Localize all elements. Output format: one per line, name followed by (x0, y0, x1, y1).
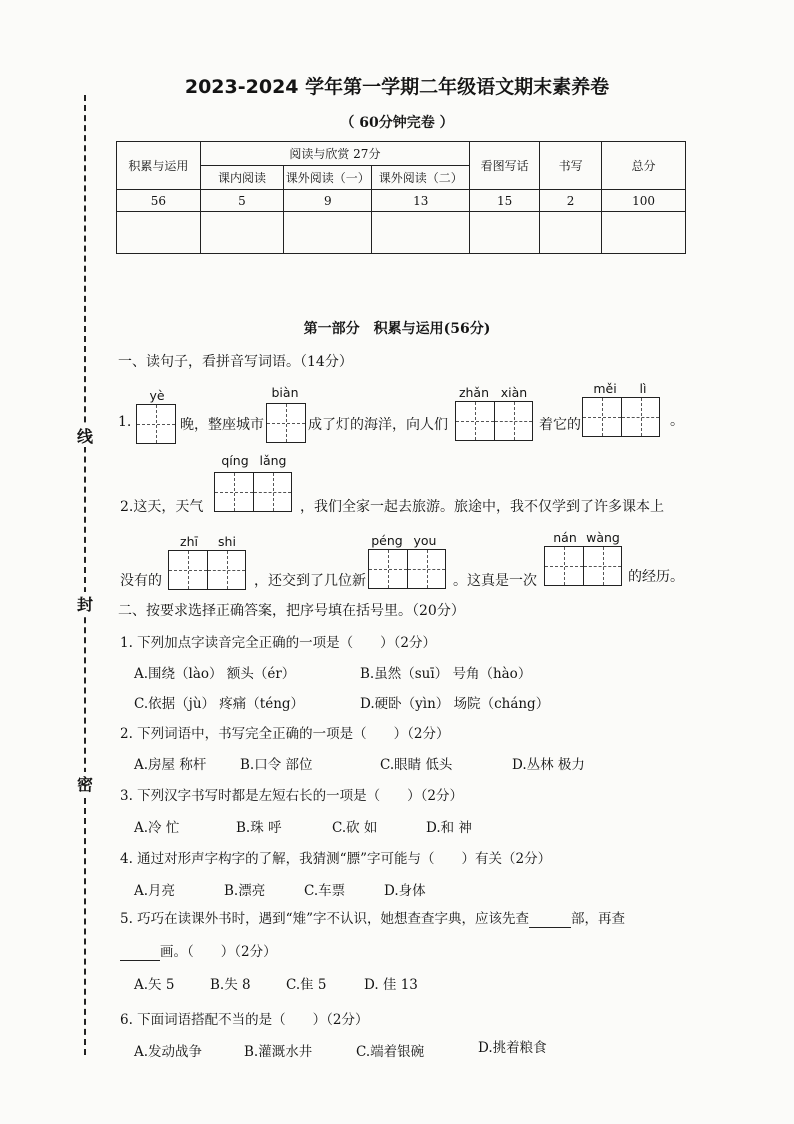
q2-item-5-cont (120, 940, 277, 961)
tianzige-answer-box[interactable] (368, 549, 446, 589)
q2-item-5 (120, 907, 625, 928)
q2-item-6: 6. 下面词语搭配不当的是（ ）（2分） (120, 1012, 369, 1028)
score-points-cell: 100 (602, 190, 686, 212)
q2-6-option-a[interactable]: A.发动战争 (134, 1044, 203, 1060)
q2-2-option-b[interactable]: B.口令 部位 (240, 757, 313, 773)
q2-4-option-a[interactable]: A.月亮 (134, 883, 176, 899)
q2-3-option-b[interactable]: B.珠 呼 (236, 820, 282, 836)
q1-line3-text: 没有的 (120, 573, 162, 589)
pinyin: péng (371, 533, 403, 548)
q2-5-text: 5. 巧巧在读课外书时，遇到“雉”字不认识，她想查查字典，应该先查 (120, 911, 529, 927)
q2-3-option-c[interactable]: C.砍 如 (332, 820, 378, 836)
tianzige-answer-box[interactable] (168, 550, 246, 590)
q2-4-option-c[interactable]: C.车票 (304, 883, 346, 899)
q1-line2-text: ，我们全家一起去旅游。旅途中，我不仅学到了许多课本上 (300, 499, 664, 515)
pinyin: lì (639, 381, 647, 396)
q2-1-option-b[interactable]: B.虽然（suī） 号角（hào） (360, 666, 532, 682)
pinyin: yè (149, 388, 165, 403)
q1-line3-text: ，还交到了几位新 (254, 573, 366, 589)
q2-4-option-b[interactable]: B.漂亮 (224, 883, 266, 899)
score-points-cell: 15 (470, 190, 540, 212)
q2-3-option-d[interactable]: D.和 神 (426, 820, 472, 836)
score-header-reading-out1: 课外阅读（一） (284, 166, 372, 190)
score-header-writing: 看图写话 (470, 142, 540, 190)
pinyin: zhī (180, 534, 198, 549)
q1-line1-text: 。 (670, 413, 684, 429)
score-fill-cell[interactable] (470, 212, 540, 254)
score-table (116, 141, 686, 254)
q2-title: 二、按要求选择正确答案，把序号填在括号里。（20分） (118, 603, 465, 619)
q2-4-option-d[interactable]: D.身体 (384, 883, 426, 899)
pinyin: zhǎn (458, 385, 490, 400)
pinyin: biàn (271, 385, 299, 400)
binding-char-feng: 封 (74, 592, 96, 615)
tianzige-answer-box[interactable] (582, 397, 660, 437)
score-fill-cell[interactable] (200, 212, 284, 254)
tianzige-answer-box[interactable] (214, 472, 292, 512)
q2-2-option-a[interactable]: A.房屋 称杆 (134, 757, 207, 773)
answer-blank[interactable] (529, 911, 571, 928)
binding-char-mi: 密 (74, 772, 96, 795)
q2-6-option-c[interactable]: C.端着银碗 (356, 1044, 425, 1060)
score-points-cell: 56 (117, 190, 201, 212)
q2-item-2: 2. 下列词语中，书写完全正确的一项是（ ）（2分） (120, 726, 450, 742)
part1-heading: 第一部分 积累与运用(56分) (303, 321, 491, 337)
q2-6-option-b[interactable]: B.灌溉水井 (244, 1044, 313, 1060)
pinyin: nán (553, 530, 577, 545)
score-header-total: 总分 (602, 142, 686, 190)
q2-item-1: 1. 下列加点字读音完全正确的一项是（ ）（2分） (120, 635, 437, 651)
score-fill-cell[interactable] (602, 212, 686, 254)
q2-2-option-c[interactable]: C.眼睛 低头 (380, 757, 453, 773)
q2-1-option-c[interactable]: C.依据（jù） 疼痛（téng） (134, 696, 305, 712)
q2-5-text: 画。（ ）（2分） (160, 944, 277, 960)
score-header-reading-out2: 课外阅读（二） (372, 166, 470, 190)
page-subtitle: （ 60分钟完卷 ） (340, 115, 454, 131)
tianzige-answer-box[interactable] (455, 401, 533, 441)
answer-blank[interactable] (120, 944, 160, 961)
q1-line3-text: 。这真是一次 (453, 573, 537, 589)
q2-5-option-b[interactable]: B.失 8 (210, 977, 251, 993)
q2-5-option-c[interactable]: C.隹 5 (286, 977, 327, 993)
score-points-cell: 9 (284, 190, 372, 212)
tianzige-answer-box[interactable] (544, 546, 622, 586)
q2-item-3: 3. 下列汉字书写时都是左短右长的一项是（ ）（2分） (120, 788, 464, 804)
score-fill-cell[interactable] (372, 212, 470, 254)
pinyin: you (413, 533, 437, 548)
q1-line1-text: 成了灯的海洋，向人们 (308, 417, 448, 433)
score-header-accumulation: 积累与运用 (117, 142, 201, 190)
q2-3-option-a[interactable]: A.冷 忙 (134, 820, 180, 836)
q1-line2-text: 2.这天，天气 (120, 499, 204, 515)
q2-item-4: 4. 通过对形声字构字的了解，我猜测“膘”字可能与（ ）有关（2分） (120, 851, 552, 867)
page-title: 2023-2024 学年第一学期二年级语文期末素养卷 (184, 76, 610, 98)
binding-line (84, 95, 86, 1055)
pinyin: shi (218, 534, 236, 549)
q2-5-option-d[interactable]: D. 佳 13 (364, 977, 418, 993)
score-header-reading-in: 课内阅读 (200, 166, 284, 190)
score-points-cell: 13 (372, 190, 470, 212)
q2-5-option-a[interactable]: A.矢 5 (134, 977, 175, 993)
binding-char-xian: 线 (74, 424, 96, 447)
q2-1-option-d[interactable]: D.硬卧（yìn） 场院（cháng） (360, 696, 550, 712)
pinyin: lǎng (259, 453, 287, 468)
q1-line1-num: 1. (118, 414, 132, 430)
pinyin: xiàn (500, 385, 528, 400)
q2-1-option-a[interactable]: A.围绕（lào） 额头（ér） (134, 666, 296, 682)
score-points-cell: 2 (540, 190, 602, 212)
q1-title: 一、读句子，看拼音写词语。（14分） (118, 354, 353, 370)
score-fill-cell[interactable] (117, 212, 201, 254)
q2-2-option-d[interactable]: D.丛林 极力 (512, 757, 585, 773)
pinyin: qíng (221, 453, 249, 468)
q2-5-text: 部，再查 (570, 911, 625, 927)
score-header-handwriting: 书写 (540, 142, 602, 190)
score-points-cell: 5 (200, 190, 284, 212)
q1-line1-text: 着它的 (539, 417, 581, 433)
score-header-reading: 阅读与欣赏 27分 (200, 142, 469, 166)
score-fill-cell[interactable] (540, 212, 602, 254)
q2-6-option-d[interactable]: D.挑着粮食 (478, 1040, 547, 1056)
tianzige-answer-box[interactable] (266, 403, 306, 443)
pinyin: wàng (586, 530, 620, 545)
tianzige-answer-box[interactable] (136, 404, 176, 444)
q1-line3-text: 的经历。 (628, 569, 684, 585)
pinyin: měi (593, 381, 617, 396)
score-fill-cell[interactable] (284, 212, 372, 254)
q1-line1-text: 晚，整座城市 (180, 417, 264, 433)
